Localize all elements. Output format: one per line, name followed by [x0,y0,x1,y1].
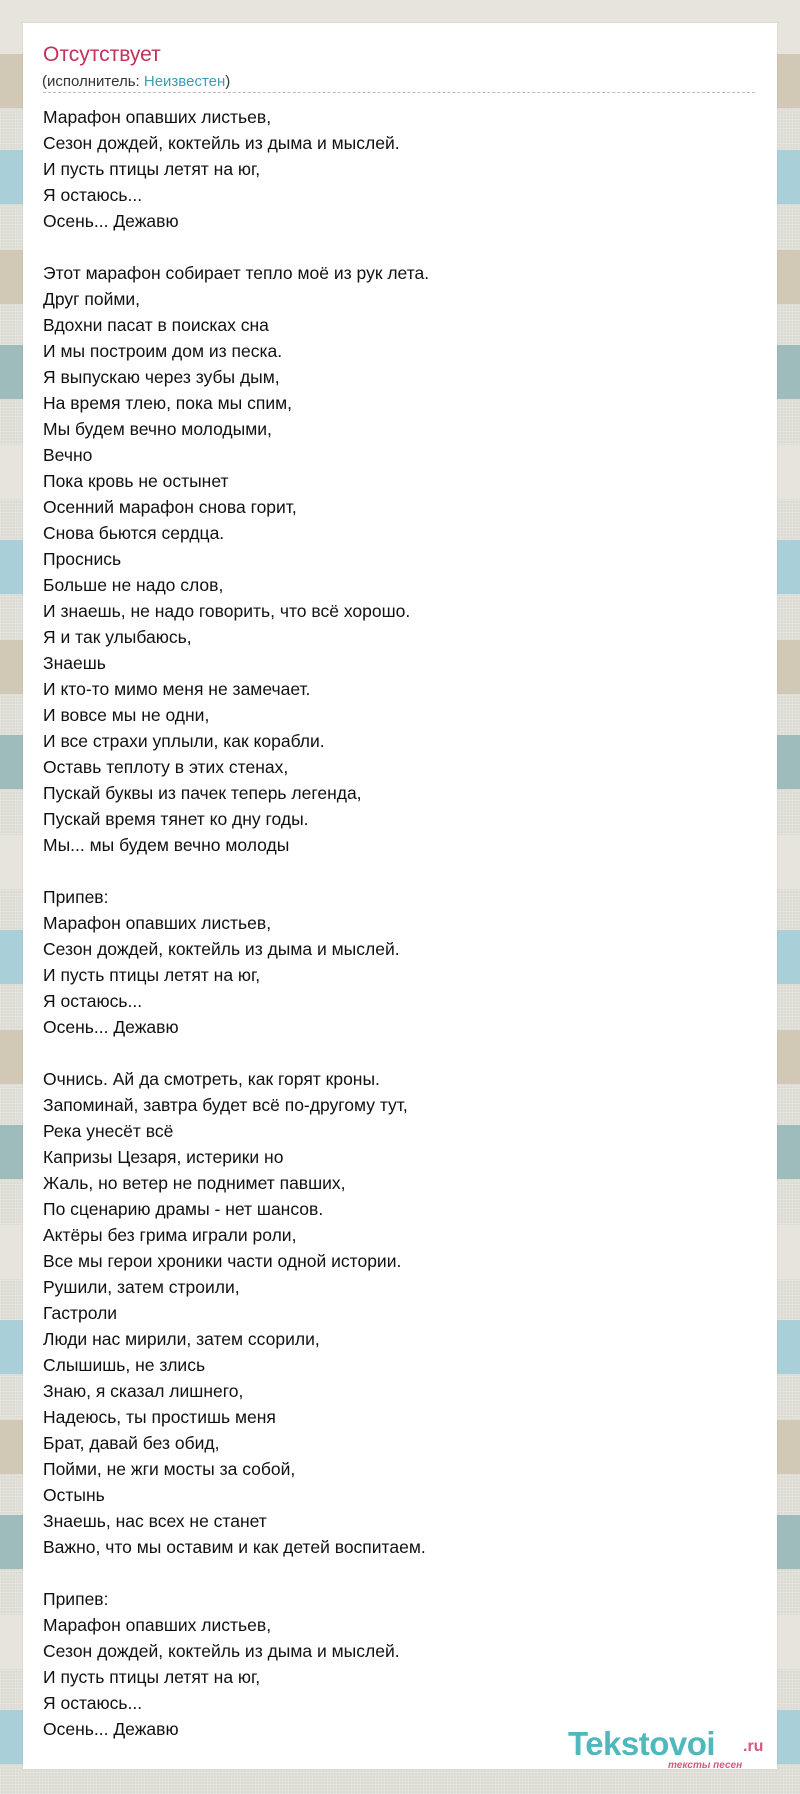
subtitle-prefix: (исполнитель: [42,73,144,90]
lyric-line: Я выпускаю через зубы дым, [43,367,280,387]
lyric-line: Марафон опавших листьев, [43,913,272,933]
lyric-line: Друг пойми, [43,289,141,309]
lyric-line: Сезон дождей, коктейль из дыма и мыслей. [43,939,400,959]
song-subtitle [42,73,230,91]
lyric-line: Я остаюсь... [43,185,143,205]
lyric-line: Остынь [43,1485,105,1505]
lyric-line: Пойми, не жги мосты за собой, [43,1459,296,1479]
lyric-line: И кто-то мимо меня не замечает. [43,679,311,699]
lyric-blank-line [43,234,755,260]
lyric-line: Капризы Цезаря, истерики но [43,1147,284,1167]
lyric-line: Я остаюсь... [43,1693,143,1713]
lyric-line: Вечно [43,445,93,465]
lyrics-text [43,104,755,1742]
lyric-line: Все мы герои хроники части одной истории. [43,1251,402,1271]
lyric-line: Река унесёт всё [43,1121,174,1141]
lyric-line: И пусть птицы летят на юг, [43,965,261,985]
lyric-line: Больше не надо слов, [43,575,224,595]
lyric-line: Мы будем вечно молодыми, [43,419,272,439]
artist-link[interactable]: Неизвестен [143,73,226,90]
lyric-line: Вдохни пасат в поисках сна [43,315,269,335]
lyric-line: Брат, давай без обид, [43,1433,220,1453]
lyric-line: Мы... мы будем вечно молоды [43,835,290,855]
lyric-line: Жаль, но ветер не поднимет павших, [43,1173,346,1193]
lyric-line: Припев: [43,1589,109,1609]
lyric-line: Осень... Дежавю [43,1017,179,1037]
lyric-line: Важно, что мы оставим и как детей воспитаем. [43,1537,426,1557]
lyric-line: Я и так улыбаюсь, [43,627,192,647]
lyric-line: Осень... Дежавю [43,1719,179,1739]
lyric-line: Я остаюсь... [43,991,143,1011]
lyric-line: Сезон дождей, коктейль из дыма и мыслей. [43,1641,400,1661]
lyric-line: Знаешь [43,653,106,673]
lyric-line: Знаешь, нас всех не станет [43,1511,267,1531]
song-title: Отсутствует [43,43,161,66]
logo-name: Tekstovoi [568,1725,716,1762]
lyric-line: Надеюсь, ты простишь меня [43,1407,276,1427]
lyric-line: Оставь теплоту в этих стенах, [43,757,289,777]
lyric-line: Пускай время тянет ко дну годы. [43,809,309,829]
lyric-line: Гастроли [43,1303,118,1323]
lyrics-card [23,23,777,1769]
lyric-line: И вовсе мы не одни, [43,705,210,725]
lyric-line: Этот марафон собирает тепло моё из рук лета. [43,263,430,283]
lyric-line: Актёры без грима играли роли, [43,1225,297,1245]
lyric-line: Осенний марафон снова горит, [43,497,297,517]
lyric-line: Сезон дождей, коктейль из дыма и мыслей. [43,133,400,153]
subtitle-suffix: ) [225,73,231,90]
lyric-line: Очнись. Ай да смотреть, как горят кроны. [43,1069,380,1089]
logo-tagline: тексты песен [668,1760,743,1771]
lyric-line: Снова бьются сердца. [43,523,225,543]
lyric-line: И мы построим дом из песка. [43,341,283,361]
lyric-line: И знаешь, не надо говорить, что всё хорошо. [43,601,411,621]
lyric-line: И все страхи уплыли, как корабли. [43,731,325,751]
lyric-line: Запоминай, завтра будет всё по-другому тут, [43,1095,408,1115]
lyric-line: Проснись [43,549,122,569]
lyric-blank-line [43,1560,755,1586]
lyric-line: По сценарию драмы - нет шансов. [43,1199,324,1219]
lyric-line: И пусть птицы летят на юг, [43,159,261,179]
lyric-line: Осень... Дежавю [43,211,179,231]
lyric-blank-line [43,858,755,884]
lyric-blank-line [43,1040,755,1066]
lyric-line: Рушили, затем строили, [43,1277,240,1297]
lyric-line: Припев: [43,887,109,907]
lyric-line: Слышишь, не злись [43,1355,206,1375]
title-divider [43,92,755,93]
tekstovoi-logo[interactable] [568,1726,768,1770]
lyric-line: И пусть птицы летят на юг, [43,1667,261,1687]
lyric-line: Пускай буквы из пачек теперь легенда, [43,783,362,803]
lyric-line: Знаю, я сказал лишнего, [43,1381,244,1401]
logo-domain: .ru [743,1738,764,1755]
lyric-line: Люди нас мирили, затем ссорили, [43,1329,320,1349]
lyric-line: Пока кровь не остынет [43,471,229,491]
lyric-line: На время тлею, пока мы спим, [43,393,292,413]
lyric-line: Марафон опавших листьев, [43,1615,272,1635]
lyric-line: Марафон опавших листьев, [43,107,272,127]
